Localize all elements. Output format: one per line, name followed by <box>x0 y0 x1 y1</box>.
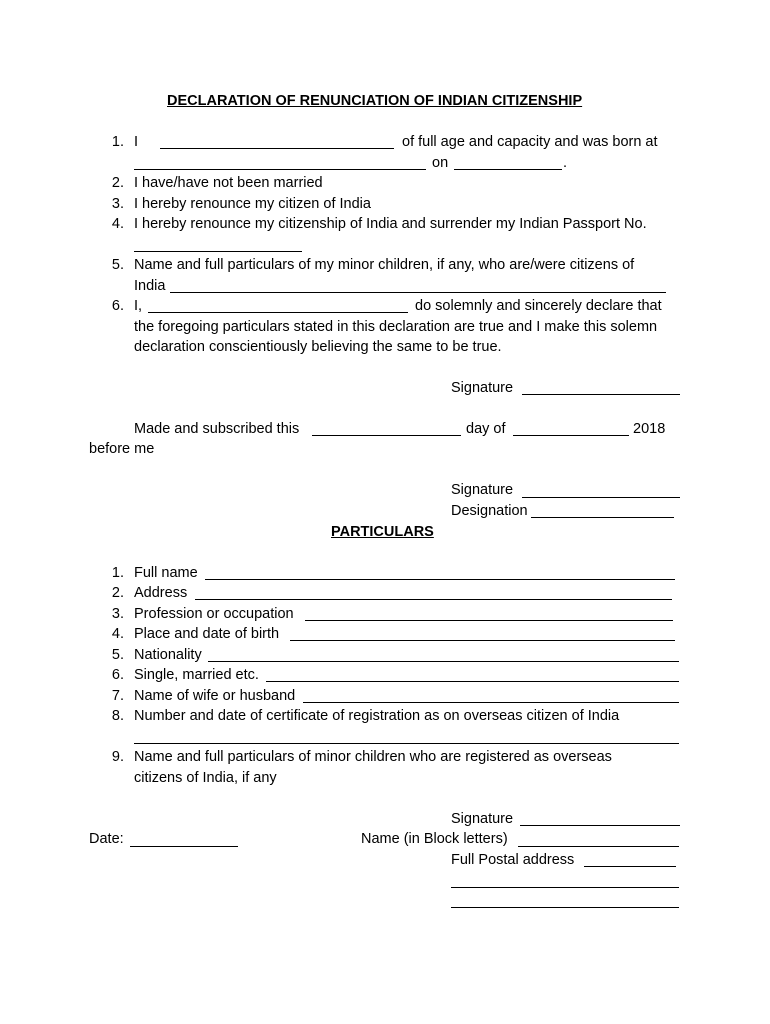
signature-label: Signature <box>451 811 514 827</box>
item-number: 1. <box>111 134 124 150</box>
item-number: 7. <box>111 688 124 704</box>
made-subscribed-text: Made and subscribed this <box>134 421 300 437</box>
item-number: 3. <box>111 606 124 622</box>
particular-label: citizens of India, if any <box>134 770 277 786</box>
item-text: on <box>432 155 449 171</box>
postal-address-label: Full Postal address <box>451 852 575 868</box>
spouse-name-field[interactable] <box>303 702 679 703</box>
certificate-field[interactable] <box>134 743 679 744</box>
particular-label: Nationality <box>134 647 202 663</box>
signature-blank-field[interactable] <box>522 497 680 498</box>
item-number: 3. <box>111 196 124 212</box>
postal-address-field[interactable] <box>584 866 676 867</box>
date-field[interactable] <box>130 846 238 847</box>
particular-label: Name of wife or husband <box>134 688 296 704</box>
designation-label: Designation <box>451 503 528 519</box>
passport-number-blank-field[interactable] <box>134 251 302 252</box>
signature-label: Signature <box>451 380 514 396</box>
particular-label: Full name <box>134 565 198 581</box>
subscribed-day-blank-field[interactable] <box>312 435 461 436</box>
profession-field[interactable] <box>305 620 673 621</box>
item-number: 2. <box>111 175 124 191</box>
date-label: Date: <box>89 831 124 847</box>
name-block-letters-label: Name (in Block letters) <box>361 831 508 847</box>
item-text: declaration conscientiously believing the same to be true. <box>134 339 502 355</box>
birth-place-date-field[interactable] <box>290 640 675 641</box>
designation-blank-field[interactable] <box>531 517 674 518</box>
item-number: 1. <box>111 565 124 581</box>
item-text: do solemnly and sincerely declare that <box>415 298 662 314</box>
item-text: I <box>134 134 139 150</box>
particulars-title: PARTICULARS <box>331 524 434 540</box>
particular-label: Address <box>134 585 188 601</box>
item-number: 5. <box>111 257 124 273</box>
item-number: 6. <box>111 667 124 683</box>
item-text: Name and full particulars of my minor children, if any, who are/were citizens of <box>134 257 635 273</box>
postal-address-field[interactable] <box>451 907 679 908</box>
item-text: . <box>563 155 568 171</box>
item-number: 4. <box>111 216 124 232</box>
birthdate-blank-field[interactable] <box>454 169 562 170</box>
before-me-text: before me <box>89 441 155 457</box>
item-number: 9. <box>111 749 124 765</box>
particular-label: Single, married etc. <box>134 667 259 683</box>
signature-blank-field[interactable] <box>520 825 680 826</box>
declaration-title: DECLARATION OF RENUNCIATION OF INDIAN CITIZENSHIP <box>167 93 583 109</box>
item-text: I, <box>134 298 143 314</box>
name-block-letters-field[interactable] <box>518 846 679 847</box>
item-text: I hereby renounce my citizen of India <box>134 196 371 212</box>
signature-label: Signature <box>451 482 514 498</box>
item-number: 4. <box>111 626 124 642</box>
item-text: I have/have not been married <box>134 175 323 191</box>
item-text: I hereby renounce my citizenship of India and surrender my Indian Passport No. <box>134 216 647 232</box>
minor-children-blank-field[interactable] <box>170 292 666 293</box>
particular-label: Name and full particulars of minor children who are registered as overseas <box>134 749 612 765</box>
particular-label: Place and date of birth <box>134 626 280 642</box>
item-text: India <box>134 278 166 294</box>
signature-blank-field[interactable] <box>522 394 680 395</box>
postal-address-field[interactable] <box>451 887 679 888</box>
full-name-field[interactable] <box>205 579 675 580</box>
name-blank-field[interactable] <box>160 148 394 149</box>
marital-status-field[interactable] <box>266 681 679 682</box>
particular-label: Profession or occupation <box>134 606 294 622</box>
birthplace-blank-field[interactable] <box>134 169 426 170</box>
item-number: 6. <box>111 298 124 314</box>
declarant-name-blank-field[interactable] <box>148 312 408 313</box>
item-text: of full age and capacity and was born at <box>402 134 658 150</box>
item-number: 2. <box>111 585 124 601</box>
item-number: 8. <box>111 708 124 724</box>
nationality-field[interactable] <box>208 661 679 662</box>
day-of-text: day of <box>466 421 506 437</box>
address-field[interactable] <box>195 599 672 600</box>
item-number: 5. <box>111 647 124 663</box>
year-text: 2018 <box>633 421 666 437</box>
item-text: the foregoing particulars stated in this declaration are true and I make this solemn <box>134 319 658 335</box>
particular-label: Number and date of certificate of registration as on overseas citizen of India <box>134 708 620 724</box>
subscribed-month-blank-field[interactable] <box>513 435 629 436</box>
